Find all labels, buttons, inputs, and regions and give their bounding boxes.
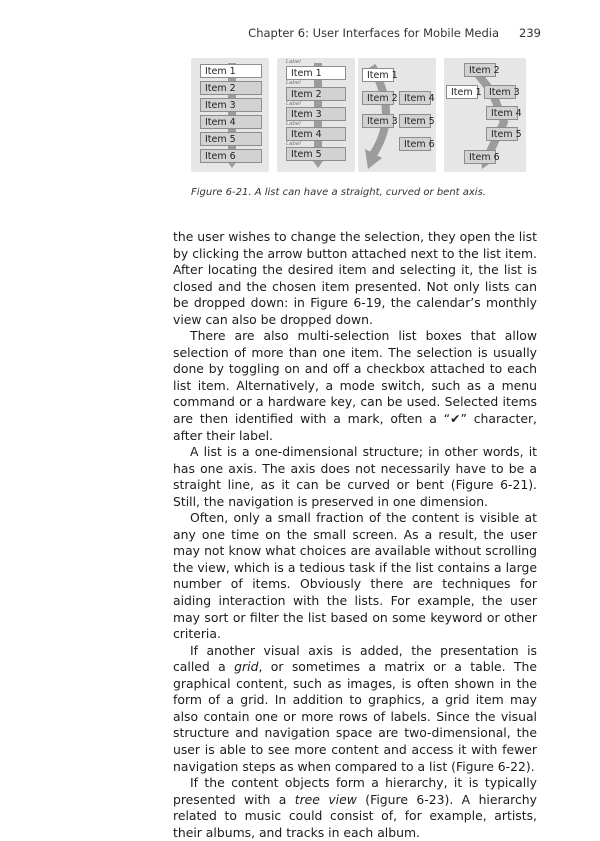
list-item: Item 6 xyxy=(399,137,431,151)
paragraph: Often, only a small fraction of the content is visible at any one time on the small screen. As a result, the user may not know what choices are available without scrolling the view, which is a tedious task if the list contains a large number of items. Obviously there are techniques for aiding interaction with the lists. For example, the user may sort or filter the list based on some keyword or other criteria. xyxy=(173,510,537,642)
running-head xyxy=(0,26,541,40)
paragraph: A list is a one-dimensional structure; in other words, it has one axis. The axis does not necessarily have to be a straight line, as it can be curved or bent (Figure 6-21). Still, the navigation is preserved in one dimension. xyxy=(173,444,537,509)
chapter-title: Chapter 6: User Interfaces for Mobile Media xyxy=(248,26,500,40)
figure-6-21 xyxy=(191,58,526,172)
panel-bent-list xyxy=(444,58,526,172)
list-item: Item 1 xyxy=(286,66,346,80)
body-text xyxy=(173,229,537,841)
panel-curved-list xyxy=(358,58,436,172)
panel-labeled-list xyxy=(277,58,355,172)
list-item: Item 3 xyxy=(200,98,262,112)
list-item: Item 5 xyxy=(286,147,346,161)
figure-caption: Figure 6-21. A list can have a straight, curved or bent axis. xyxy=(191,187,486,198)
paragraph: the user wishes to change the selection, they open the list by clicking the arrow button attached next to the list item. After locating the desired item and selecting it, the list is closed and the chosen item presented. Not only lists can be dropped down: in Figure 6-19, the calendar’s monthly view can also be dropped down. xyxy=(173,229,537,327)
paragraph xyxy=(173,775,537,841)
list-item: Item 5 xyxy=(486,127,518,141)
paragraph xyxy=(173,643,537,775)
item-label: Label xyxy=(286,101,301,107)
list-item: Item 2 xyxy=(362,91,394,105)
list-item: Item 5 xyxy=(200,132,262,146)
list-item: Item 6 xyxy=(464,150,496,164)
item-label: Label xyxy=(286,59,301,65)
text-run: , or sometimes a matrix or a table. The graphical content, such as images, is often shown in the form of a grid. In addition to graphics, a grid item may also contain one or more rows of labels. Since the visual structure and navigation space are two-dimensional, the user is able to see more content and access it with fewer navigation steps as when compared to a list (Figure 6-22). xyxy=(173,659,538,774)
text-run: (Figure 6-23). A hierarchy related to music could consist of, for example, artists, their albums, and tracks in each album. xyxy=(173,791,537,840)
list-item: Item 1 xyxy=(446,85,478,99)
paragraph: There are also multi-selection list boxes that allow selection of more than one item. The selection is usually done by toggling on and off a checkbox attached to each list item. Alternatively, a mode switch, such as a menu command or a hardware key, can be used. Selected items are then identified with a mark, often a “✔” character, after their label. xyxy=(173,328,537,443)
list-item: Item 1 xyxy=(200,64,262,78)
item-label: Label xyxy=(286,121,301,127)
item-label: Label xyxy=(286,141,301,147)
text-run: If another visual axis is added, the presentation is called a xyxy=(173,642,537,675)
panel-straight-list xyxy=(191,58,269,172)
list-item: Item 2 xyxy=(286,87,346,101)
list-item: Item 1 xyxy=(362,68,394,82)
list-item: Item 5 xyxy=(399,114,431,128)
list-item: Item 4 xyxy=(200,115,262,129)
page-number: 239 xyxy=(519,26,541,40)
list-item: Item 2 xyxy=(464,63,496,77)
list-item: Item 4 xyxy=(486,106,518,120)
list-item: Item 4 xyxy=(286,127,346,141)
list-item: Item 3 xyxy=(286,107,346,121)
text-run: If the content objects form a hierarchy, it is typically presented with a xyxy=(173,775,537,807)
item-label: Label xyxy=(286,80,301,86)
list-item: Item 2 xyxy=(200,81,262,95)
list-item: Item 3 xyxy=(362,114,394,128)
term-tree-view: tree view xyxy=(294,791,357,807)
list-item: Item 3 xyxy=(484,85,516,99)
list-item: Item 6 xyxy=(200,149,262,163)
list-item: Item 4 xyxy=(399,91,431,105)
term-grid: grid xyxy=(234,659,259,675)
